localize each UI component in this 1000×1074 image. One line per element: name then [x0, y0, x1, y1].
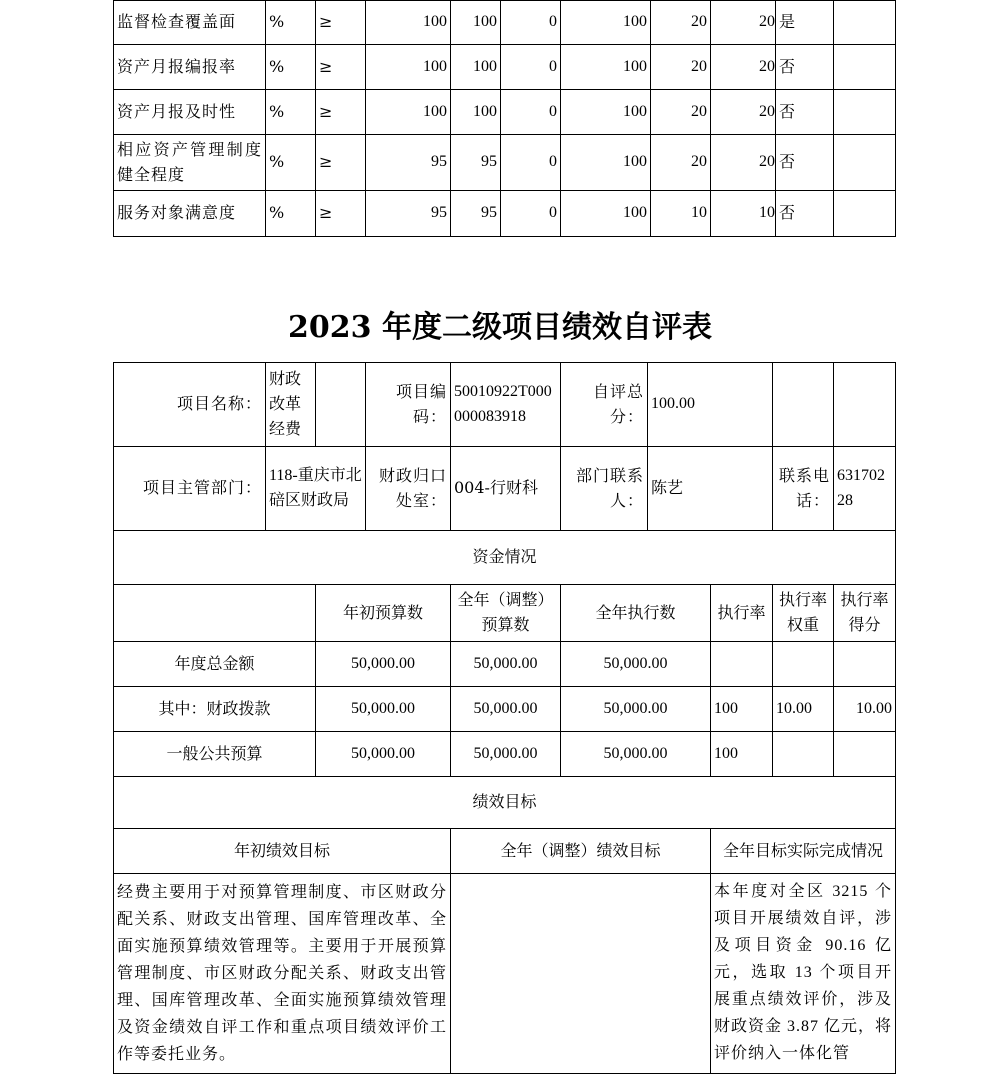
empty-cell — [316, 363, 366, 447]
indicator-deviation: 0 — [501, 135, 561, 191]
funds-weight: 10.00 — [773, 687, 834, 732]
indicator-unit: % — [266, 45, 316, 90]
funds-rate: 100 — [711, 687, 773, 732]
score-value: 100.00 — [648, 363, 773, 447]
funds-weight — [773, 642, 834, 687]
indicator-score: 20 — [711, 45, 776, 90]
indicator-target: 95 — [366, 135, 451, 191]
indicator-score: 20 — [711, 1, 776, 45]
project-name-value: 财政改革经费 — [266, 363, 316, 447]
indicator-deviation: 0 — [501, 90, 561, 135]
funds-adjusted: 50,000.00 — [451, 732, 561, 777]
funds-adjusted: 50,000.00 — [451, 687, 561, 732]
indicator-name: 服务对象满意度 — [114, 191, 266, 237]
funds-section-title: 资金情况 — [114, 531, 896, 585]
indicator-deviation: 0 — [501, 191, 561, 237]
dept-value: 118-重庆市北碚区财政局 — [266, 447, 366, 531]
indicator-operator: ≥ — [316, 191, 366, 237]
funds-rate — [711, 642, 773, 687]
indicator-unit: % — [266, 135, 316, 191]
indicator-row — [114, 90, 896, 135]
indicator-core-flag: 否 — [776, 135, 834, 191]
indicator-operator: ≥ — [316, 1, 366, 45]
goals-section-title: 绩效目标 — [114, 777, 896, 829]
funds-row — [114, 732, 896, 777]
indicator-unit: % — [266, 1, 316, 45]
empty-cell — [114, 585, 316, 642]
indicator-row — [114, 45, 896, 90]
indicator-actual: 95 — [451, 135, 501, 191]
funds-header-row — [114, 585, 896, 642]
indicator-core-flag: 是 — [776, 1, 834, 45]
funds-row-label: 其中：财政拨款 — [114, 687, 316, 732]
funds-initial: 50,000.00 — [316, 642, 451, 687]
contact-value: 陈艺 — [648, 447, 773, 531]
actual-completion-text: 本年度对全区 3215 个项目开展绩效自评，涉及项目资金 90.16 亿元，选取 13 个项目开展重点绩效评价，涉及财政资金 3.87 亿元，将评价纳入一体化管 — [711, 874, 896, 1074]
funds-executed: 50,000.00 — [561, 642, 711, 687]
indicator-weight: 10 — [651, 191, 711, 237]
indicator-completion: 100 — [561, 191, 651, 237]
indicator-actual: 100 — [451, 1, 501, 45]
indicator-table — [113, 0, 896, 237]
empty-cell — [834, 363, 896, 447]
funds-row — [114, 642, 896, 687]
indicator-completion: 100 — [561, 90, 651, 135]
indicator-weight: 20 — [651, 1, 711, 45]
indicator-name: 资产月报编报率 — [114, 45, 266, 90]
indicator-core-flag: 否 — [776, 45, 834, 90]
indicator-core-flag: 否 — [776, 90, 834, 135]
project-code-value: 50010922T000000083918 — [451, 363, 561, 447]
indicator-deviation: 0 — [501, 1, 561, 45]
funds-adjusted: 50,000.00 — [451, 642, 561, 687]
indicator-note — [834, 191, 896, 237]
header-initial-budget: 年初预算数 — [316, 585, 451, 642]
empty-cell — [773, 363, 834, 447]
indicator-score: 20 — [711, 90, 776, 135]
initial-goal-text: 经费主要用于对预算管理制度、市区财政分配关系、财政支出管理、国库管理改革、全面实施预算绩效管理等。主要用于开展预算管理制度、市区财政分配关系、财政支出管理、国库管理改革、全面实施预算绩效管理及资金绩效自评工作和重点项目绩效评价工作等委托业务。 — [114, 874, 451, 1074]
funds-score: 10.00 — [834, 687, 896, 732]
indicator-completion: 100 — [561, 1, 651, 45]
funds-rate: 100 — [711, 732, 773, 777]
indicator-name: 相应资产管理制度健全程度 — [114, 135, 266, 191]
funds-row-label: 一般公共预算 — [114, 732, 316, 777]
indicator-operator: ≥ — [316, 45, 366, 90]
indicator-core-flag: 否 — [776, 191, 834, 237]
indicator-weight: 20 — [651, 135, 711, 191]
indicator-unit: % — [266, 191, 316, 237]
indicator-actual: 100 — [451, 90, 501, 135]
project-code-label: 项目编码： — [366, 363, 451, 447]
indicator-operator: ≥ — [316, 135, 366, 191]
header-initial-goal: 年初绩效目标 — [114, 829, 451, 874]
office-label: 财政归口处室： — [366, 447, 451, 531]
score-label: 自评总分： — [561, 363, 648, 447]
funds-weight — [773, 732, 834, 777]
goals-header-row — [114, 829, 896, 874]
indicator-unit: % — [266, 90, 316, 135]
goals-content-row — [114, 874, 896, 1074]
funds-score — [834, 642, 896, 687]
header-actual-completion: 全年目标实际完成情况 — [711, 829, 896, 874]
indicator-completion: 100 — [561, 135, 651, 191]
funds-executed: 50,000.00 — [561, 732, 711, 777]
indicator-note — [834, 1, 896, 45]
contact-label: 部门联系人： — [561, 447, 648, 531]
phone-value: 63170228 — [834, 447, 896, 531]
indicator-note — [834, 135, 896, 191]
indicator-row — [114, 191, 896, 237]
phone-label: 联系电话： — [773, 447, 834, 531]
funds-initial: 50,000.00 — [316, 732, 451, 777]
header-weight: 执行率权重 — [773, 585, 834, 642]
page-title: 2023 年度二级项目绩效自评表 — [288, 310, 712, 345]
funds-executed: 50,000.00 — [561, 687, 711, 732]
indicator-note — [834, 45, 896, 90]
indicator-operator: ≥ — [316, 90, 366, 135]
indicator-target: 95 — [366, 191, 451, 237]
indicator-completion: 100 — [561, 45, 651, 90]
indicator-target: 100 — [366, 90, 451, 135]
indicator-score: 20 — [711, 135, 776, 191]
indicator-target: 100 — [366, 1, 451, 45]
department-info-row — [114, 447, 896, 531]
project-name-label: 项目名称： — [114, 363, 266, 447]
indicator-score: 10 — [711, 191, 776, 237]
office-value: 004-行财科 — [451, 447, 561, 531]
funds-row-label: 年度总金额 — [114, 642, 316, 687]
funds-score — [834, 732, 896, 777]
header-adjusted-goal: 全年（调整）绩效目标 — [451, 829, 711, 874]
funds-row — [114, 687, 896, 732]
indicator-actual: 95 — [451, 191, 501, 237]
indicator-weight: 20 — [651, 45, 711, 90]
header-adjusted-budget: 全年（调整）预算数 — [451, 585, 561, 642]
indicator-note — [834, 90, 896, 135]
funds-initial: 50,000.00 — [316, 687, 451, 732]
indicator-deviation: 0 — [501, 45, 561, 90]
indicator-target: 100 — [366, 45, 451, 90]
dept-label: 项目主管部门： — [114, 447, 266, 531]
adjusted-goal-text — [451, 874, 711, 1074]
indicator-name: 资产月报及时性 — [114, 90, 266, 135]
project-info-row — [114, 363, 896, 447]
header-rate: 执行率 — [711, 585, 773, 642]
indicator-actual: 100 — [451, 45, 501, 90]
indicator-name: 监督检查覆盖面 — [114, 1, 266, 45]
header-executed: 全年执行数 — [561, 585, 711, 642]
header-rate-score: 执行率得分 — [834, 585, 896, 642]
indicator-row — [114, 135, 896, 191]
indicator-row — [114, 1, 896, 45]
indicator-weight: 20 — [651, 90, 711, 135]
self-evaluation-table — [113, 362, 896, 1074]
